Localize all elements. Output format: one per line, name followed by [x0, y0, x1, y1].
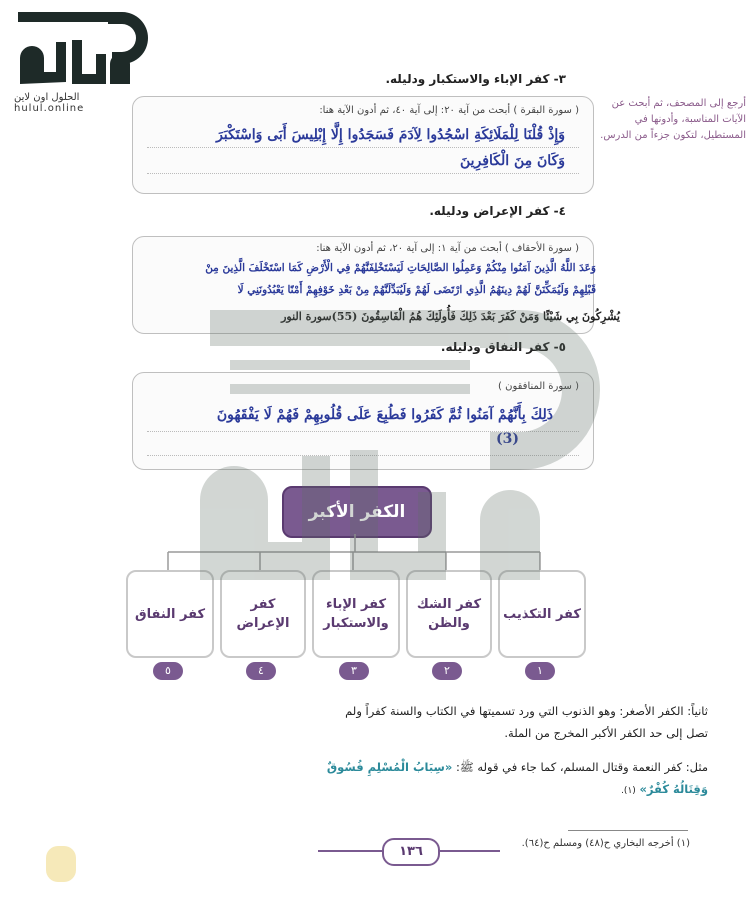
- minor-kufr-paragraph: [148, 700, 708, 744]
- section-5-ayah-line-1: ذَلِكَ بِأَنَّهُمْ آمَنُوا ثُمَّ كَفَرُوا فَطُبِعَ عَلَى قُلُوبِهِمْ فَهُمْ لَا يَفْقَهُونَ: [216, 407, 553, 423]
- section-4-ayah-line-2: قَبْلِهِمْ وَلَيُمَكِّنَنَّ لَهُمْ دِينَهُمُ الَّذِي ارْتَضَى لَهُمْ وَلَيُبَدِّلَنَّهُمْ مِنْ بَعْدِ خَوْفِهِمْ أَمْنًا يَعْبُدُونَنِي لَا: [237, 284, 596, 296]
- section-4-ayah-line-1: وَعَدَ اللَّهُ الَّذِينَ آمَنُوا مِنْكُمْ وَعَمِلُوا الصَّالِحَاتِ لَيَسْتَخْلِفَنَّهُمْ فِي الْأَرْضِ كَمَا اسْتَخْلَفَ الَّذِينَ مِنْ: [205, 262, 596, 274]
- diagram-number-4: ٤: [246, 662, 276, 680]
- example-prefix: مثل: كفر النعمة وقتال المسلم، كما جاء في قوله ﷺ:: [455, 760, 708, 774]
- section-4-label: ( سورة الأحقاف ) أبحث من آية ١: إلى آية ٢٠، ثم أدون الآية هنا:: [316, 243, 579, 254]
- section-4-heading: ٤- كفر الإعراض ودليله.: [429, 204, 566, 218]
- diagram-leaf-3: كفر الإباء والاستكبار: [312, 570, 400, 658]
- diagram-number-3: ٣: [339, 662, 369, 680]
- page-rule-left: [318, 850, 388, 852]
- page-rule-right: [430, 850, 500, 852]
- section-5-label: ( سورة المنافقون ): [498, 381, 579, 392]
- footnote: (١) أخرجه البخاري ح(٤٨) ومسلم ح(٦٤).: [521, 838, 690, 849]
- site-logo: [10, 6, 150, 114]
- section-3-ayah-line-1: وَإِذْ قُلْنَا لِلْمَلَائِكَةِ اسْجُدُوا لِآدَمَ فَسَجَدُوا إِلَّا إِبْلِيسَ أَبَى وَاسْتَكْبَرَ: [216, 127, 565, 143]
- hadith-part-1: «سِبَابُ الْمُسْلِمِ فُسُوقٌ: [326, 760, 453, 774]
- side-note: أرجع إلى المصحف، ثم أبحث عن الآيات المناسبة، وأدونها في المستطيل، لتكون جزءاً من الدرس.: [600, 98, 746, 141]
- footnote-ref: (١).: [621, 786, 636, 796]
- section-3-ayah-line-2: وَكَانَ مِنَ الْكَافِرِينَ: [460, 153, 565, 169]
- section-4-ayah-line-3: يُشْرِكُونَ بِي شَيْئًا وَمَنْ كَفَرَ بَعْدَ ذَلِكَ فَأُولَئِكَ هُمُ الْفَاسِقُونَ (55)سورة النور: [281, 310, 620, 323]
- minor-kufr-line-2: تصل إلى حد الكفر الأكبر المخرج من الملة.: [504, 726, 708, 740]
- minor-kufr-line-1: ثانياً: الكفر الأصغر: وهو الذنوب التي ورد تسميتها في الكتاب والسنة كفراً ولم: [345, 704, 708, 718]
- footnote-divider: [568, 830, 688, 831]
- logo-text: الحلول اون لاين hulul.online: [14, 92, 85, 114]
- section-5-box: [132, 372, 594, 470]
- diagram-leaf-4: كفر الإعراض: [220, 570, 306, 658]
- diagram-number-1: ١: [525, 662, 555, 680]
- diagram-root: الكفر الأكبر: [282, 486, 432, 538]
- diagram-number-2: ٢: [432, 662, 462, 680]
- diagram-leaf-2: كفر الشك والظن: [406, 570, 492, 658]
- section-3-label: ( سورة البقرة ) أبحث من آية ٢٠: إلى آية ٤٠، ثم أدون الآية هنا:: [319, 105, 579, 116]
- logo-mark-icon: [10, 6, 150, 90]
- section-3-box: [132, 96, 594, 194]
- section-5-heading: ٥- كفر النفاق ودليله.: [440, 340, 566, 354]
- example-paragraph: [148, 756, 708, 802]
- decor-corner-icon: [46, 846, 76, 882]
- section-3-heading: ٣- كفر الإباء والاستكبار ودليله.: [385, 72, 566, 86]
- diagram-number-5: ٥: [153, 662, 183, 680]
- page-number: ١٣٦: [382, 838, 440, 866]
- hadith-part-2: وَقِتَالُهُ كُفْرٌ»: [639, 782, 708, 796]
- diagram-leaf-5: كفر النفاق: [126, 570, 214, 658]
- section-5-ayah-line-2: (3): [496, 431, 519, 447]
- diagram-connectors: [0, 534, 756, 574]
- diagram-leaf-1: كفر التكذيب: [498, 570, 586, 658]
